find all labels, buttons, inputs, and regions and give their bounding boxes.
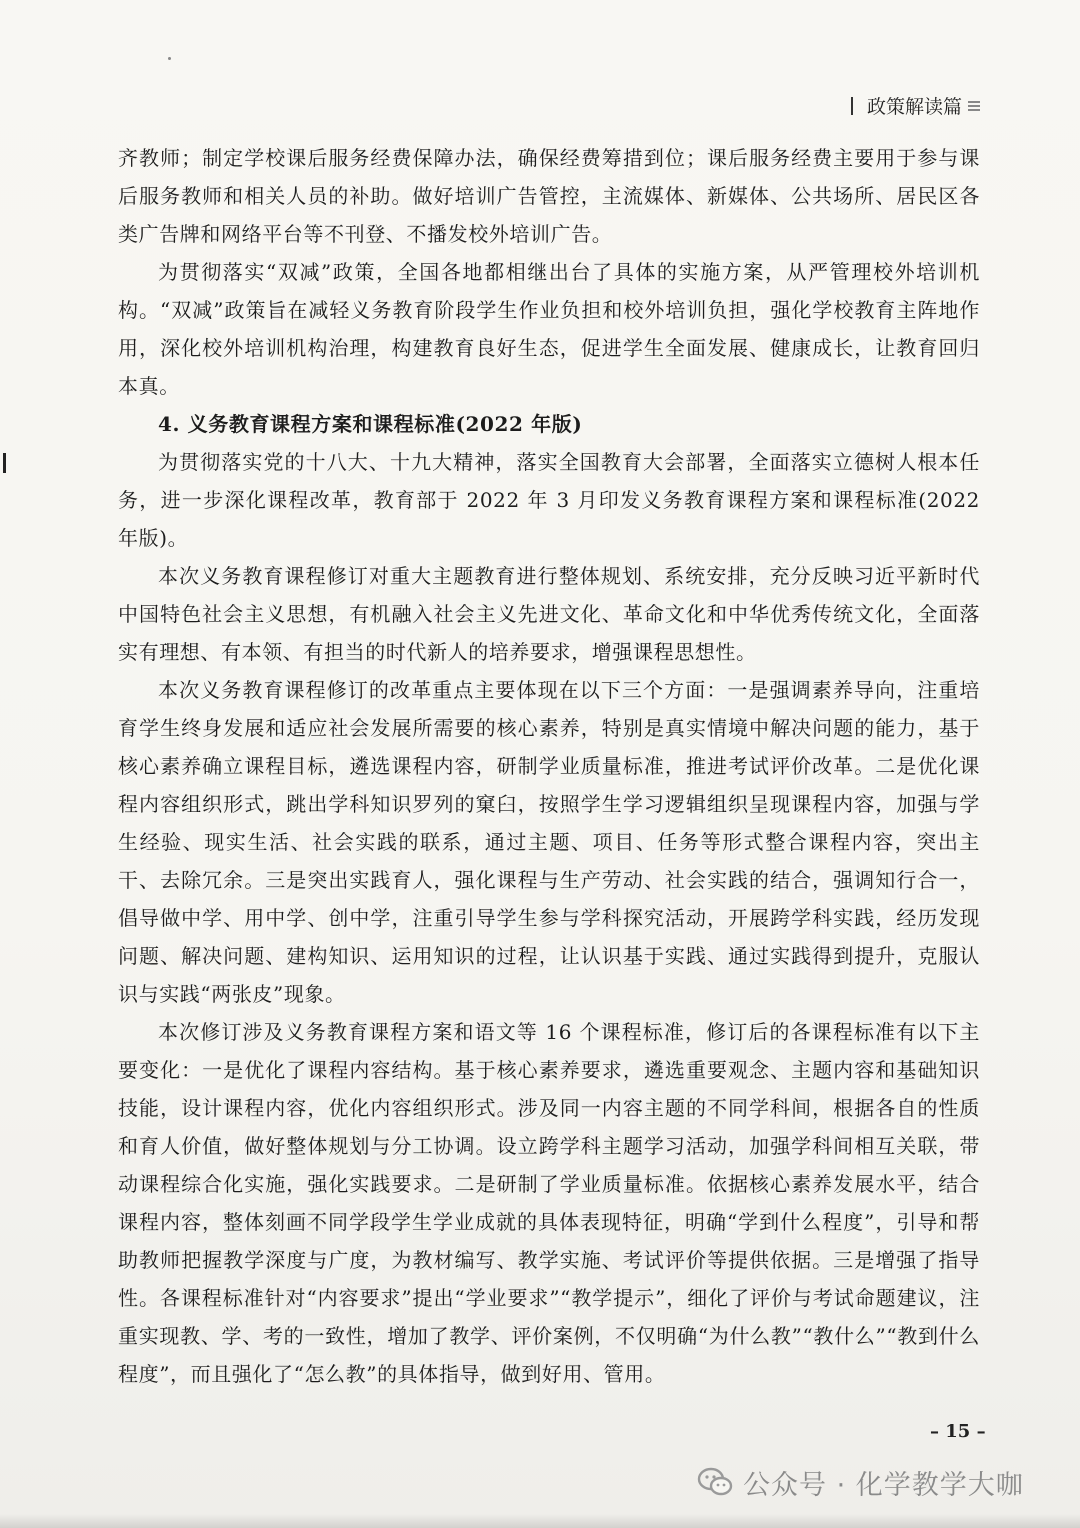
wechat-icon bbox=[697, 1467, 733, 1497]
paragraph-5: 本次义务教育课程修订的改革重点主要体现在以下三个方面：一是强调素养导向，注重培育学生终身发展和适应社会发展所需要的核心素养，特别是真实情境中解决问题的能力，基于核心素养确立课程目标，遴选课程内容，研制学业质量标准，推进考试评价改革。二是优化课程内容组织形式，跳出学科知识罗列的窠臼，按照学生学习逻辑组织呈现课程内容，加强与学生经验、现实生活、社会实践的联系，通过主题、项目、任务等形式整合课程内容，突出主干、去除冗余。三是突出实践育人，强化课程与生产劳动、社会实践的结合，强调知行合一，倡导做中学、用中学、创中学，注重引导学生参与学科探究活动，开展跨学科实践，经历发现问题、解决问题、建构知识、运用知识的过程，让认识基于实践、通过实践得到提升，克服认识与实践“两张皮”现象。 bbox=[118, 678, 980, 1006]
paragraph-6: 本次修订涉及义务教育课程方案和语文等 16 个课程标准，修订后的各课程标准有以下主要变化：一是优化了课程内容结构。基于核心素养要求，遴选重要观念、主题内容和基础知识技能，设计课程内容，优化内容组织形式。涉及同一内容主题的不同学科间，根据各自的性质和育人价值，做好整体规划与分工协调。设立跨学科主题学习活动，加强学科间相互关联，带动课程综合化实施，强化实践要求。二是研制了学业质量标准。依据核心素养发展水平，结合课程内容，整体刻画不同学段学生学业成就的具体表现特征，明确“学到什么程度”，引导和帮助教师把握教学深度与广度，为教材编写、教学实施、考试评价等提供依据。三是增强了指导性。各课程标准针对“内容要求”提出“学业要求”“教学提示”，细化了评价与考试命题建议，注重实现教、学、考的一致性，增加了教学、评价案例，不仅明确“为什么教”“教什么”“教到什么程度”，而且强化了“怎么教”的具体指导，做到好用、管用。 bbox=[118, 1020, 980, 1386]
body-text bbox=[118, 139, 980, 1393]
section-title: 政策解读篇 bbox=[866, 96, 962, 118]
page-number: – 15 – bbox=[930, 1421, 986, 1442]
paragraph-1-continued: 齐教师；制定学校课后服务经费保障办法，确保经费筹措到位；课后服务经费主要用于参与课后服务教师和相关人员的补助。做好培训广告管控，主流媒体、新媒体、公共场所、居民区各类广告牌和网络平台等不刊登、不播发校外培训广告。 bbox=[118, 146, 980, 246]
paragraph-2: 为贯彻落实“双减”政策，全国各地都相继出台了具体的实施方案，从严管理校外培训机构。“双减”政策旨在减轻义务教育阶段学生作业负担和校外培训负担，强化学校教育主阵地作用，深化校外培训机构治理，构建教育良好生态，促进学生全面发展、健康成长，让教育回归本真。 bbox=[118, 260, 980, 398]
paragraph-4: 本次义务教育课程修订对重大主题教育进行整体规划、系统安排，充分反映习近平新时代中国特色社会主义思想，有机融入社会主义先进文化、革命文化和中华优秀传统文化，全面落实有理想、有本领、有担当的时代新人的培养要求，增强课程思想性。 bbox=[118, 564, 980, 664]
binding-mark bbox=[3, 453, 6, 473]
running-header bbox=[851, 92, 980, 119]
scan-edge-shadow bbox=[0, 1514, 1080, 1528]
section-subheading: 4. 义务教育课程方案和课程标准(2022 年版) bbox=[158, 412, 583, 436]
header-ornament-icon bbox=[968, 101, 980, 111]
watermark-text: 公众号 · 化学教学大咖 bbox=[743, 1469, 1024, 1501]
header-divider bbox=[851, 97, 853, 115]
paragraph-3: 为贯彻落实党的十八大、十九大精神，落实全国教育大会部署，全面落实立德树人根本任务，进一步深化课程改革，教育部于 2022 年 3 月印发义务教育课程方案和课程标准(2022 年版)。 bbox=[118, 450, 980, 550]
watermark bbox=[697, 1460, 1024, 1504]
scan-speck bbox=[168, 57, 171, 60]
